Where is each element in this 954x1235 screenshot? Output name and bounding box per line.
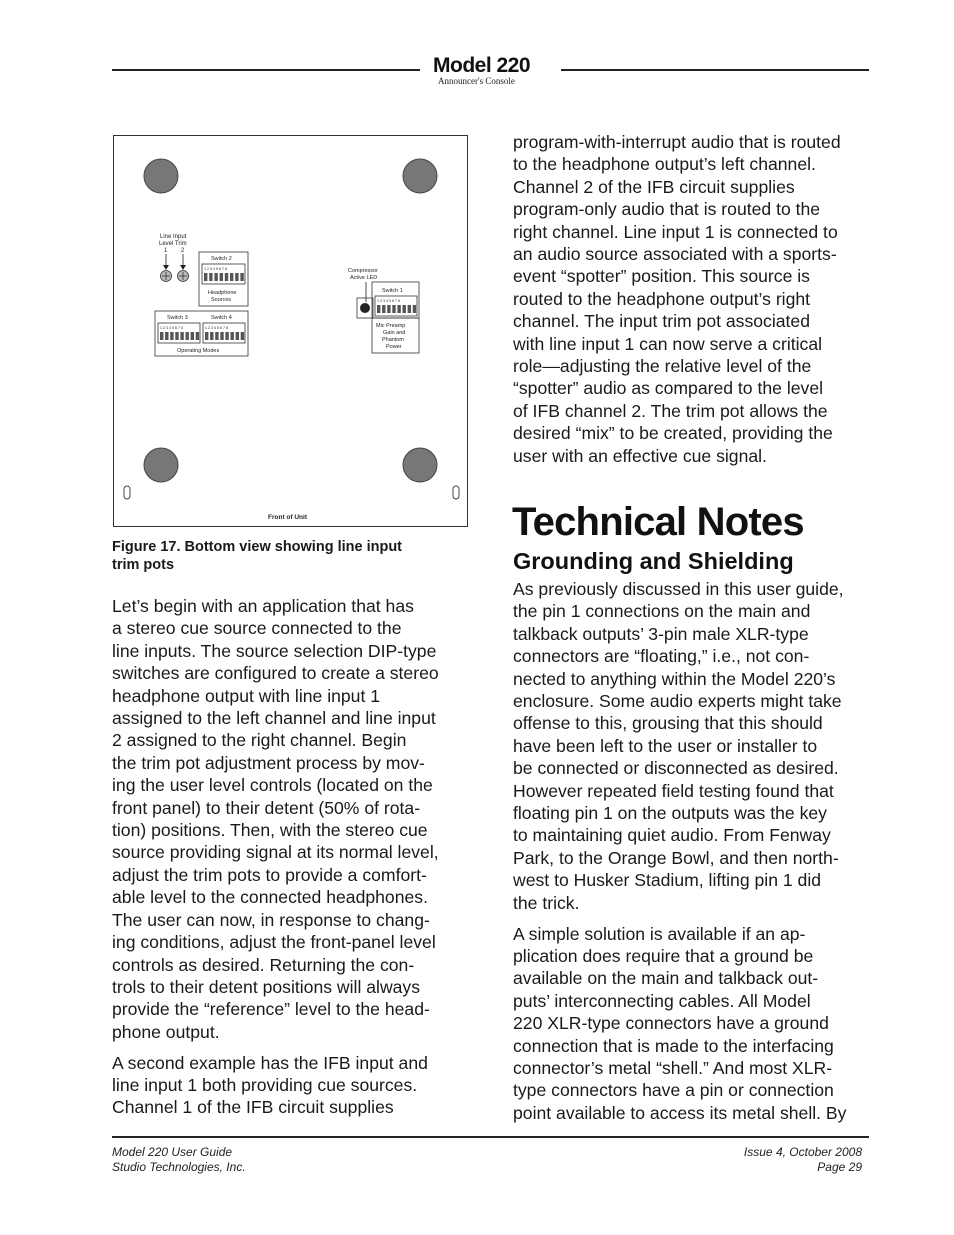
left-paragraph-1 (112, 595, 472, 1043)
right-paragraph-1 (513, 131, 873, 467)
left-column (112, 595, 472, 1127)
text-line: switches are configured to create a stereo (112, 663, 439, 684)
text-line: connector’s metal “shell.” And most XLR- (513, 1058, 833, 1079)
text-line: event “spotter” position. This source is (513, 266, 810, 287)
compressor-label-1: Compressor (348, 268, 378, 274)
figure-bottom-view (113, 135, 468, 527)
text-line: to the headphone output’s left channel. (513, 154, 816, 175)
footer-right (744, 1145, 862, 1175)
text-line: “spotter” audio as compared to the level (513, 378, 824, 399)
text-line: desired “mix” to be created, providing the (513, 423, 833, 444)
arrow-down-icon (180, 265, 186, 270)
text-line: an audio source associated with a sports- (513, 244, 837, 265)
text-line: headphone output with line input 1 (112, 685, 381, 706)
figure-caption-line: Figure 17. Bottom view showing line input (112, 539, 403, 555)
text-line: A second example has the IFB input and (112, 1052, 428, 1073)
text-line: assigned to the left channel and line input (112, 708, 436, 729)
text-line: tion) positions. Then, with the stereo cue (112, 820, 428, 841)
figure-drawing (114, 136, 469, 528)
compressor-label-2: Active LED (350, 275, 378, 281)
switch2-label: Switch 2 (211, 256, 232, 262)
text-line: plication does require that a ground be (513, 946, 814, 966)
text-line: the pin 1 connections on the main and (513, 601, 811, 622)
text-line: right channel. Line input 1 is connected to (513, 221, 838, 242)
switch4-label: Switch 4 (211, 315, 232, 321)
subsection-heading: Grounding and Shielding (513, 548, 794, 574)
text-line: floating pin 1 on the outputs was the key (513, 803, 827, 824)
text-line: Channel 1 of the IFB circuit supplies (112, 1097, 394, 1118)
text-line: talkback outputs’ 3-pin male XLR-type (513, 623, 809, 644)
mic-label-4: Power (386, 344, 402, 350)
trim-number-1: 1 (164, 248, 168, 254)
page-number: Page 29 (817, 1160, 862, 1174)
text-line: adjust the trim pots to provide a comfort- (112, 864, 427, 885)
footer-issue: Issue 4, October 2008 (743, 1145, 862, 1159)
right-paragraph-3 (513, 923, 873, 1125)
section-heading: Technical Notes (512, 500, 804, 544)
text-line: point available to access its metal shell. By (513, 1102, 847, 1123)
right-column-top (513, 131, 873, 476)
text-line: phone output. (112, 1021, 220, 1042)
text-line: program-only audio that is routed to the (513, 199, 821, 220)
brand-subtitle: Announcer's Console (438, 76, 515, 86)
front-of-unit-label: Front of Unit (268, 514, 307, 521)
footer-rule (112, 1136, 869, 1138)
text-line: program-with-interrupt audio that is routed (513, 132, 841, 152)
switch3-label: Switch 3 (167, 315, 188, 321)
text-line: able level to the connected headphones. (112, 887, 428, 908)
trim-number-2: 2 (181, 248, 185, 254)
text-line: puts’ interconnecting cables. All Model (513, 990, 811, 1011)
text-line: type connectors have a pin or connection (513, 1080, 834, 1101)
mic-label-3: Phantom (382, 337, 405, 343)
text-line: trols to their detent positions will always (112, 976, 421, 997)
footer-guide-title: Model 220 User Guide (112, 1145, 233, 1159)
switch1-label: Switch 1 (382, 288, 403, 294)
text-line: available on the main and talkback out- (513, 968, 819, 989)
text-line: ing conditions, adjust the front-panel level (112, 932, 436, 953)
switch4-dip-digits: 1 2 3 4 5 6 7 8 (205, 326, 228, 330)
slot-right (453, 486, 459, 499)
text-line: have been left to the user or installer to (513, 735, 818, 756)
text-line: provide the “reference” level to the head- (112, 999, 430, 1020)
compressor-led-icon (360, 303, 370, 313)
foot-bottom-left (144, 448, 178, 482)
right-column-bottom (513, 578, 873, 1133)
text-line: user with an effective cue signal. (513, 445, 767, 466)
header-rule-left (112, 69, 420, 71)
text-line: of IFB channel 2. The trim pot allows the (513, 400, 828, 421)
text-line: connectors are “floating,” i.e., not con- (513, 646, 810, 667)
brand-title: Model 220 (433, 54, 531, 77)
text-line: Park, to the Orange Bowl, and then north- (513, 847, 839, 868)
text-line: line input 1 both providing cue sources. (112, 1075, 418, 1096)
footer-company: Studio Technologies, Inc. (112, 1160, 246, 1174)
figure-caption-line: trim pots (112, 557, 175, 573)
right-paragraph-2 (513, 578, 873, 914)
mic-label-2: Gain and (383, 330, 406, 336)
text-line: Let’s begin with an application that has (112, 596, 414, 616)
text-line: with line input 1 can now serve a critical (513, 333, 823, 354)
text-line: The user can now, in response to chang- (112, 909, 430, 930)
text-line: line inputs. The source selection DIP-type (112, 640, 437, 661)
text-line: 220 XLR-type connectors have a ground (513, 1013, 829, 1034)
text-line: be connected or disconnected as desired. (513, 758, 839, 779)
text-line: the trick. (513, 892, 580, 913)
text-line: role—adjusting the relative level of the (513, 356, 812, 377)
text-line: ing the user level controls (located on the (112, 775, 433, 796)
text-line: routed to the headphone output’s right (513, 288, 811, 309)
headphone-label-2: Sources (211, 297, 232, 303)
text-line: However repeated field testing found that (513, 780, 834, 801)
headphone-label-1: Headphone (208, 290, 237, 296)
text-line: 2 assigned to the right channel. Begin (112, 730, 407, 751)
header-rule-right (561, 69, 869, 71)
text-line: west to Husker Stadium, lifting pin 1 did (513, 870, 822, 891)
text-line: controls as desired. Returning the con- (112, 954, 415, 975)
text-line: channel. The input trim pot associated (513, 311, 810, 332)
text-line: to maintaining quiet audio. From Fenway (513, 825, 831, 846)
text-line: source providing signal at its normal level, (112, 842, 439, 863)
trim-label-1: Line Input (160, 234, 187, 240)
foot-bottom-right (403, 448, 437, 482)
text-line: offense to this, grousing that this should (513, 713, 823, 734)
figure-caption (112, 538, 452, 574)
text-line: the trim pot adjustment process by mov- (112, 752, 425, 773)
text-line: enclosure. Some audio experts might take (513, 691, 842, 712)
slot-left (124, 486, 130, 499)
text-line: a stereo cue source connected to the (112, 618, 402, 639)
arrow-down-icon (163, 265, 169, 270)
mic-label-1: Mic Preamp (376, 323, 406, 329)
footer-left (112, 1145, 246, 1175)
operating-modes-label: Operating Modes (177, 348, 220, 354)
text-line: A simple solution is available if an ap- (513, 923, 806, 944)
foot-top-right (403, 159, 437, 193)
text-line: connection that is made to the interfacing (513, 1035, 834, 1056)
foot-top-left (144, 159, 178, 193)
text-line: nected to anything within the Model 220’s (513, 668, 836, 689)
switch2-dip-digits: 1 2 3 4 5 6 7 8 (204, 267, 227, 271)
switch1-dip-digits: 1 2 3 4 5 6 7 8 (377, 299, 400, 303)
text-line: As previously discussed in this user guide, (513, 579, 844, 599)
left-paragraph-2 (112, 1052, 472, 1119)
trim-label-2: Level Trim (159, 241, 187, 247)
text-line: Channel 2 of the IFB circuit supplies (513, 176, 795, 197)
switch3-dip-digits: 1 2 3 4 5 6 7 8 (160, 326, 183, 330)
text-line: front panel) to their detent (50% of rota- (112, 797, 421, 818)
